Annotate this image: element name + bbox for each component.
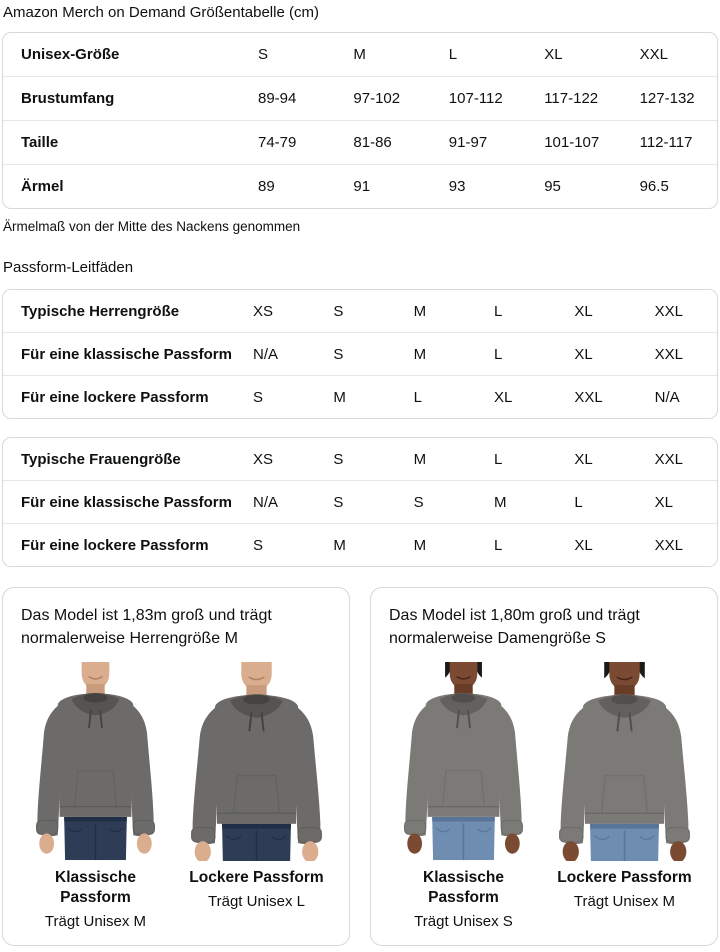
figure-classic-fit <box>19 662 172 931</box>
model-cards <box>2 587 718 946</box>
size-cell: XXL <box>654 450 684 468</box>
page-title: Amazon Merch on Demand Größentabelle (cm) <box>3 4 319 21</box>
size-cell: XXL <box>654 345 684 363</box>
size-cell: XXL <box>574 388 603 406</box>
size-cell: M <box>413 302 427 320</box>
size-cell: 74-79 <box>258 134 297 151</box>
row-label: Ärmel <box>21 178 64 195</box>
sleeve-note: Ärmelmaß von der Mitte des Nackens genommen <box>3 219 301 234</box>
row-label: Brustumfang <box>21 90 115 107</box>
table-row <box>3 290 717 332</box>
card-heading: Das Model ist 1,83m groß und trägt normalerweise Herrengröße M <box>21 607 272 648</box>
size-cell: S <box>253 388 264 406</box>
size-cell: XL <box>574 345 593 363</box>
table-row <box>3 164 717 208</box>
size-cell: XL <box>574 536 593 554</box>
size-cell: XXL <box>639 46 668 63</box>
size-cell: M <box>353 46 366 63</box>
fit-caption: Lockere Passform <box>189 868 324 886</box>
size-cell: 107-112 <box>448 90 503 107</box>
wears-caption: Trägt Unisex S <box>414 912 513 930</box>
table-row <box>3 438 717 480</box>
table-row <box>3 76 717 120</box>
size-cell: M <box>494 493 507 511</box>
figures <box>19 662 333 931</box>
row-label: Für eine klassische Passform <box>21 493 232 511</box>
size-cell: M <box>413 345 427 363</box>
size-cell: XL <box>574 302 593 320</box>
size-cell: XXL <box>654 536 684 554</box>
wears-caption: Trägt Unisex L <box>208 892 305 910</box>
size-cell: 89-94 <box>258 90 297 107</box>
male-model-card <box>2 587 350 946</box>
size-cell: 112-117 <box>639 134 693 151</box>
size-cell: S <box>333 345 344 363</box>
size-cell: L <box>494 345 503 363</box>
size-cell: M <box>413 450 427 468</box>
size-cell: L <box>413 388 422 406</box>
size-cell: M <box>333 388 346 406</box>
table-row <box>3 375 717 418</box>
size-cell: 89 <box>258 178 275 195</box>
female-model-card <box>370 587 718 946</box>
male-loose-fit-photo <box>180 662 333 860</box>
size-cell: S <box>333 450 344 468</box>
size-cell: N/A <box>253 493 279 511</box>
row-label: Typische Frauengröße <box>21 450 181 468</box>
table-row <box>3 332 717 375</box>
size-cell: L <box>494 302 503 320</box>
figure-loose-fit <box>180 662 333 931</box>
size-cell: M <box>333 536 346 554</box>
size-cell: 93 <box>448 178 466 195</box>
womens-fit-table <box>2 437 718 567</box>
male-classic-fit-photo <box>19 662 172 860</box>
row-label: Für eine klassische Passform <box>21 345 232 363</box>
size-cell: L <box>448 46 458 63</box>
size-cell: N/A <box>654 388 680 406</box>
table-row <box>3 480 717 523</box>
size-cell: 127-132 <box>639 90 695 107</box>
size-cell: 97-102 <box>353 90 401 107</box>
fit-caption: Lockere Passform <box>557 868 692 886</box>
fit-caption: Klassische Passform <box>423 868 504 906</box>
size-cell: S <box>413 493 424 511</box>
female-classic-fit-photo <box>387 662 540 860</box>
table-row <box>3 33 717 76</box>
size-cell: S <box>253 536 264 554</box>
size-cell: XL <box>574 450 593 468</box>
size-cell: XL <box>544 46 563 63</box>
size-cell: S <box>258 46 269 63</box>
female-loose-fit-photo <box>548 662 701 860</box>
table-row <box>3 523 717 566</box>
size-cell: XXL <box>654 302 684 320</box>
wears-caption: Trägt Unisex M <box>44 912 147 930</box>
size-cell: 101-107 <box>544 134 600 151</box>
size-cell: S <box>333 302 344 320</box>
size-table <box>2 32 718 209</box>
row-label: Unisex-Größe <box>21 46 120 63</box>
figure-loose-fit <box>548 662 701 931</box>
size-cell: L <box>494 536 503 554</box>
size-cell: N/A <box>253 345 279 363</box>
card-heading: Das Model ist 1,80m groß und trägt normalerweise Damengröße S <box>389 607 640 648</box>
size-cell: XS <box>253 302 274 320</box>
table-row <box>3 120 717 164</box>
size-cell: S <box>333 493 344 511</box>
size-cell: 91 <box>353 178 371 195</box>
size-cell: XL <box>494 388 513 406</box>
size-cell: L <box>494 450 503 468</box>
size-cell: M <box>413 536 427 554</box>
row-label: Für eine lockere Passform <box>21 388 209 406</box>
size-cell: 117-122 <box>544 90 599 107</box>
row-label: Taille <box>21 134 59 151</box>
figure-classic-fit <box>387 662 540 931</box>
row-label: Für eine lockere Passform <box>21 536 209 554</box>
fit-guides-title: Passform-Leitfäden <box>3 259 134 276</box>
figures <box>387 662 701 931</box>
size-cell: 81-86 <box>353 134 392 151</box>
size-cell: XL <box>654 493 674 511</box>
row-label: Typische Herrengröße <box>21 302 180 320</box>
size-cell: XS <box>253 450 274 468</box>
size-cell: 95 <box>544 178 561 195</box>
fit-caption: Klassische Passform <box>55 868 136 906</box>
size-cell: 96.5 <box>639 178 669 195</box>
size-cell: 91-97 <box>448 134 488 151</box>
size-cell: L <box>574 493 583 511</box>
mens-fit-table <box>2 289 718 419</box>
wears-caption: Trägt Unisex M <box>573 892 676 910</box>
